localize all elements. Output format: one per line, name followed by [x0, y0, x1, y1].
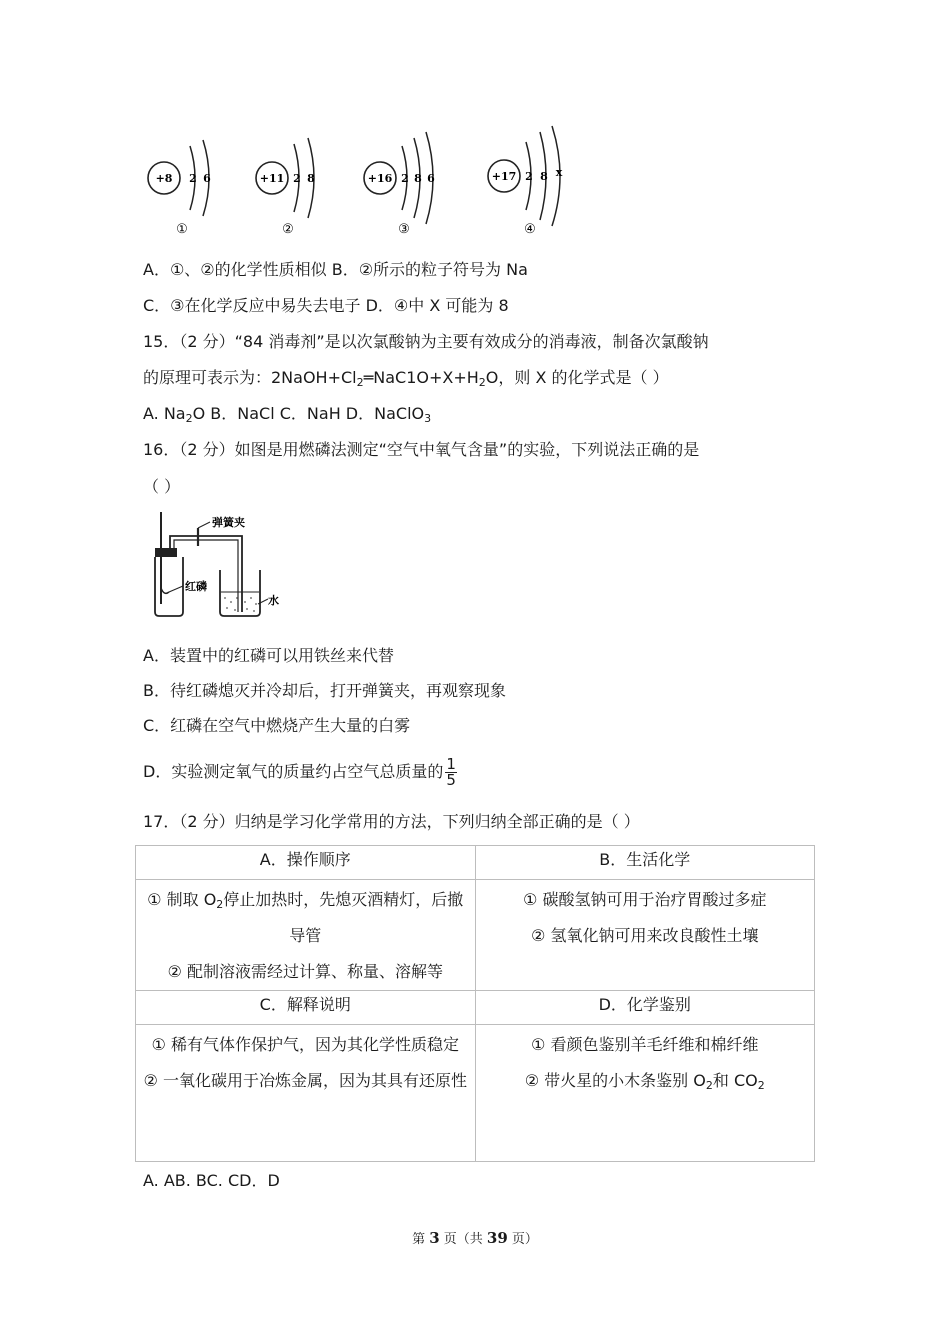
cell-b-item-2: ② 氢氧化钠可用来改良酸性土壤 [531, 926, 759, 945]
q15-option-a-pre: A. Na [143, 404, 186, 423]
atom-1-label: ① [176, 222, 188, 237]
q15-stem-line2 [143, 367, 669, 389]
q15-na-subscript: 2 [185, 412, 193, 425]
table-cell-d [475, 1025, 815, 1162]
footer-pre: 第 [412, 1232, 430, 1247]
page-footer [0, 1228, 950, 1247]
atom-3-nucleus: +16 [367, 172, 393, 185]
q16-option-c: C．红磷在空气中燃烧产生大量的白雾 [143, 716, 411, 735]
q15-naclo-subscript: 3 [424, 412, 432, 425]
table-cell-b [475, 880, 815, 991]
footer-total-pages: 39 [486, 1229, 508, 1247]
q17-options: A. AB. BC. CD．D [143, 1171, 280, 1190]
atom-4-shell-3: x [555, 166, 563, 179]
cell-d-item-2 [482, 1063, 809, 1099]
atom-diagram-3 [362, 118, 462, 242]
o2-subscript: 2 [216, 898, 224, 911]
label-clip: 弹簧夹 [212, 516, 245, 529]
fraction-denominator: 5 [446, 771, 456, 789]
atom-diagram-1 [142, 118, 242, 242]
cell-a-item-1 [142, 882, 469, 954]
atom-3-shell-1: 2 [401, 172, 409, 185]
atom-4-label: ④ [524, 222, 536, 237]
q17-stem: 17．（2 分）归纳是学习化学常用的方法，下列归纳全部正确的是（ ） [143, 812, 640, 831]
atom-4-shell-2: 8 [540, 170, 548, 183]
label-phosphorus: 红磷 [185, 580, 207, 593]
cell-a-item-1-post: 停止加热时，先熄灭酒精灯，后撤导管 [223, 890, 464, 945]
table-header-c: C．解释说明 [136, 991, 476, 1025]
q16-stem-line2: （ ） [143, 477, 181, 496]
atom-3-label: ③ [398, 222, 410, 237]
q15-cl-subscript: 2 [356, 376, 364, 389]
atom-1-nucleus: +8 [155, 172, 173, 185]
atom-4-shell-1: 2 [525, 170, 533, 183]
atom-3-shell-3: 6 [427, 172, 435, 185]
cell-c-item-1: ① 稀有气体作保护气，因为其化学性质稳定 [151, 1035, 459, 1054]
atom-diagram-2 [250, 118, 350, 242]
q15-equation-mid: ═NaC1O+X+H [363, 368, 479, 387]
atom-1-shell-1: 2 [189, 172, 197, 185]
q16-option-a: A．装置中的红磷可以用铁丝来代替 [143, 646, 394, 665]
q14-options-cd: C．③在化学反应中易失去电子 D．④中 X 可能为 8 [143, 296, 509, 315]
q14-options-ab: A．①、②的化学性质相似 B．②所示的粒子符号为 Na [143, 260, 528, 279]
cell-d-item-2-pre: ② 带火星的小木条鉴别 O [524, 1071, 706, 1090]
table-cell-c [136, 1025, 476, 1162]
atom-diagram-4 [484, 118, 584, 242]
q16-stem-line1: 16．（2 分）如图是用燃磷法测定“空气中氧气含量”的实验，下列说法正确的是 [143, 440, 700, 459]
table-header-d: D．化学鉴别 [475, 991, 815, 1025]
co2-subscript: 2 [757, 1079, 765, 1092]
cell-c-item-2: ② 一氧化碳用于冶炼金属，因为其具有还原性 [143, 1071, 467, 1090]
cell-b-item-1: ① 碳酸氢钠可用于治疗胃酸过多症 [523, 890, 767, 909]
fraction-numerator: 1 [446, 755, 456, 773]
q15-options [143, 403, 431, 425]
q15-options-mid: O B．NaCl C．NaH D．NaClO [192, 404, 425, 423]
table-cell-a [136, 880, 476, 991]
footer-mid: 页（共 [439, 1232, 487, 1247]
cell-a-item-2: ② 配制溶液需经过计算、称量、溶解等 [167, 962, 443, 981]
o2-subscript-d: 2 [705, 1079, 713, 1092]
phosphorus-apparatus-diagram [150, 508, 285, 620]
q16-option-b: B．待红磷熄灭并冷却后，打开弹簧夹，再观察现象 [143, 681, 506, 700]
atom-2-label: ② [282, 222, 294, 237]
atom-3-shell-2: 8 [414, 172, 422, 185]
q15-equation-pre: 的原理可表示为：2NaOH+Cl [143, 368, 357, 387]
cell-d-item-2-mid: 和 CO [712, 1071, 758, 1090]
q15-equation-post: O，则 X 的化学式是（ ） [485, 368, 669, 387]
atom-2-shell-1: 2 [293, 172, 301, 185]
atom-2-nucleus: +11 [259, 172, 285, 185]
label-water: 水 [268, 594, 279, 607]
table-header-a: A．操作顺序 [136, 846, 476, 880]
q16-option-d-text: D．实验测定氧气的质量约占空气总质量的 [143, 762, 444, 781]
atom-structure-diagrams [140, 118, 610, 242]
atom-2-shell-2: 8 [307, 172, 315, 185]
fraction-one-fifth [445, 757, 457, 788]
q16-option-d [143, 757, 457, 788]
atom-1-shell-2: 6 [203, 172, 211, 185]
q15-h-subscript: 2 [478, 376, 486, 389]
cell-d-item-1: ① 看颜色鉴别羊毛纤维和棉纤维 [531, 1035, 759, 1054]
cell-a-item-1-pre: ① 制取 O [147, 890, 217, 909]
induction-table [135, 845, 815, 1162]
table-header-b: B．生活化学 [475, 846, 815, 880]
footer-post: 页） [507, 1232, 538, 1247]
q15-stem-line1: 15．（2 分）“84 消毒剂”是以次氯酸钠为主要有效成分的消毒液，制备次氯酸钠 [143, 332, 709, 351]
atom-4-nucleus: +17 [491, 170, 517, 183]
footer-page-number: 3 [429, 1229, 440, 1247]
